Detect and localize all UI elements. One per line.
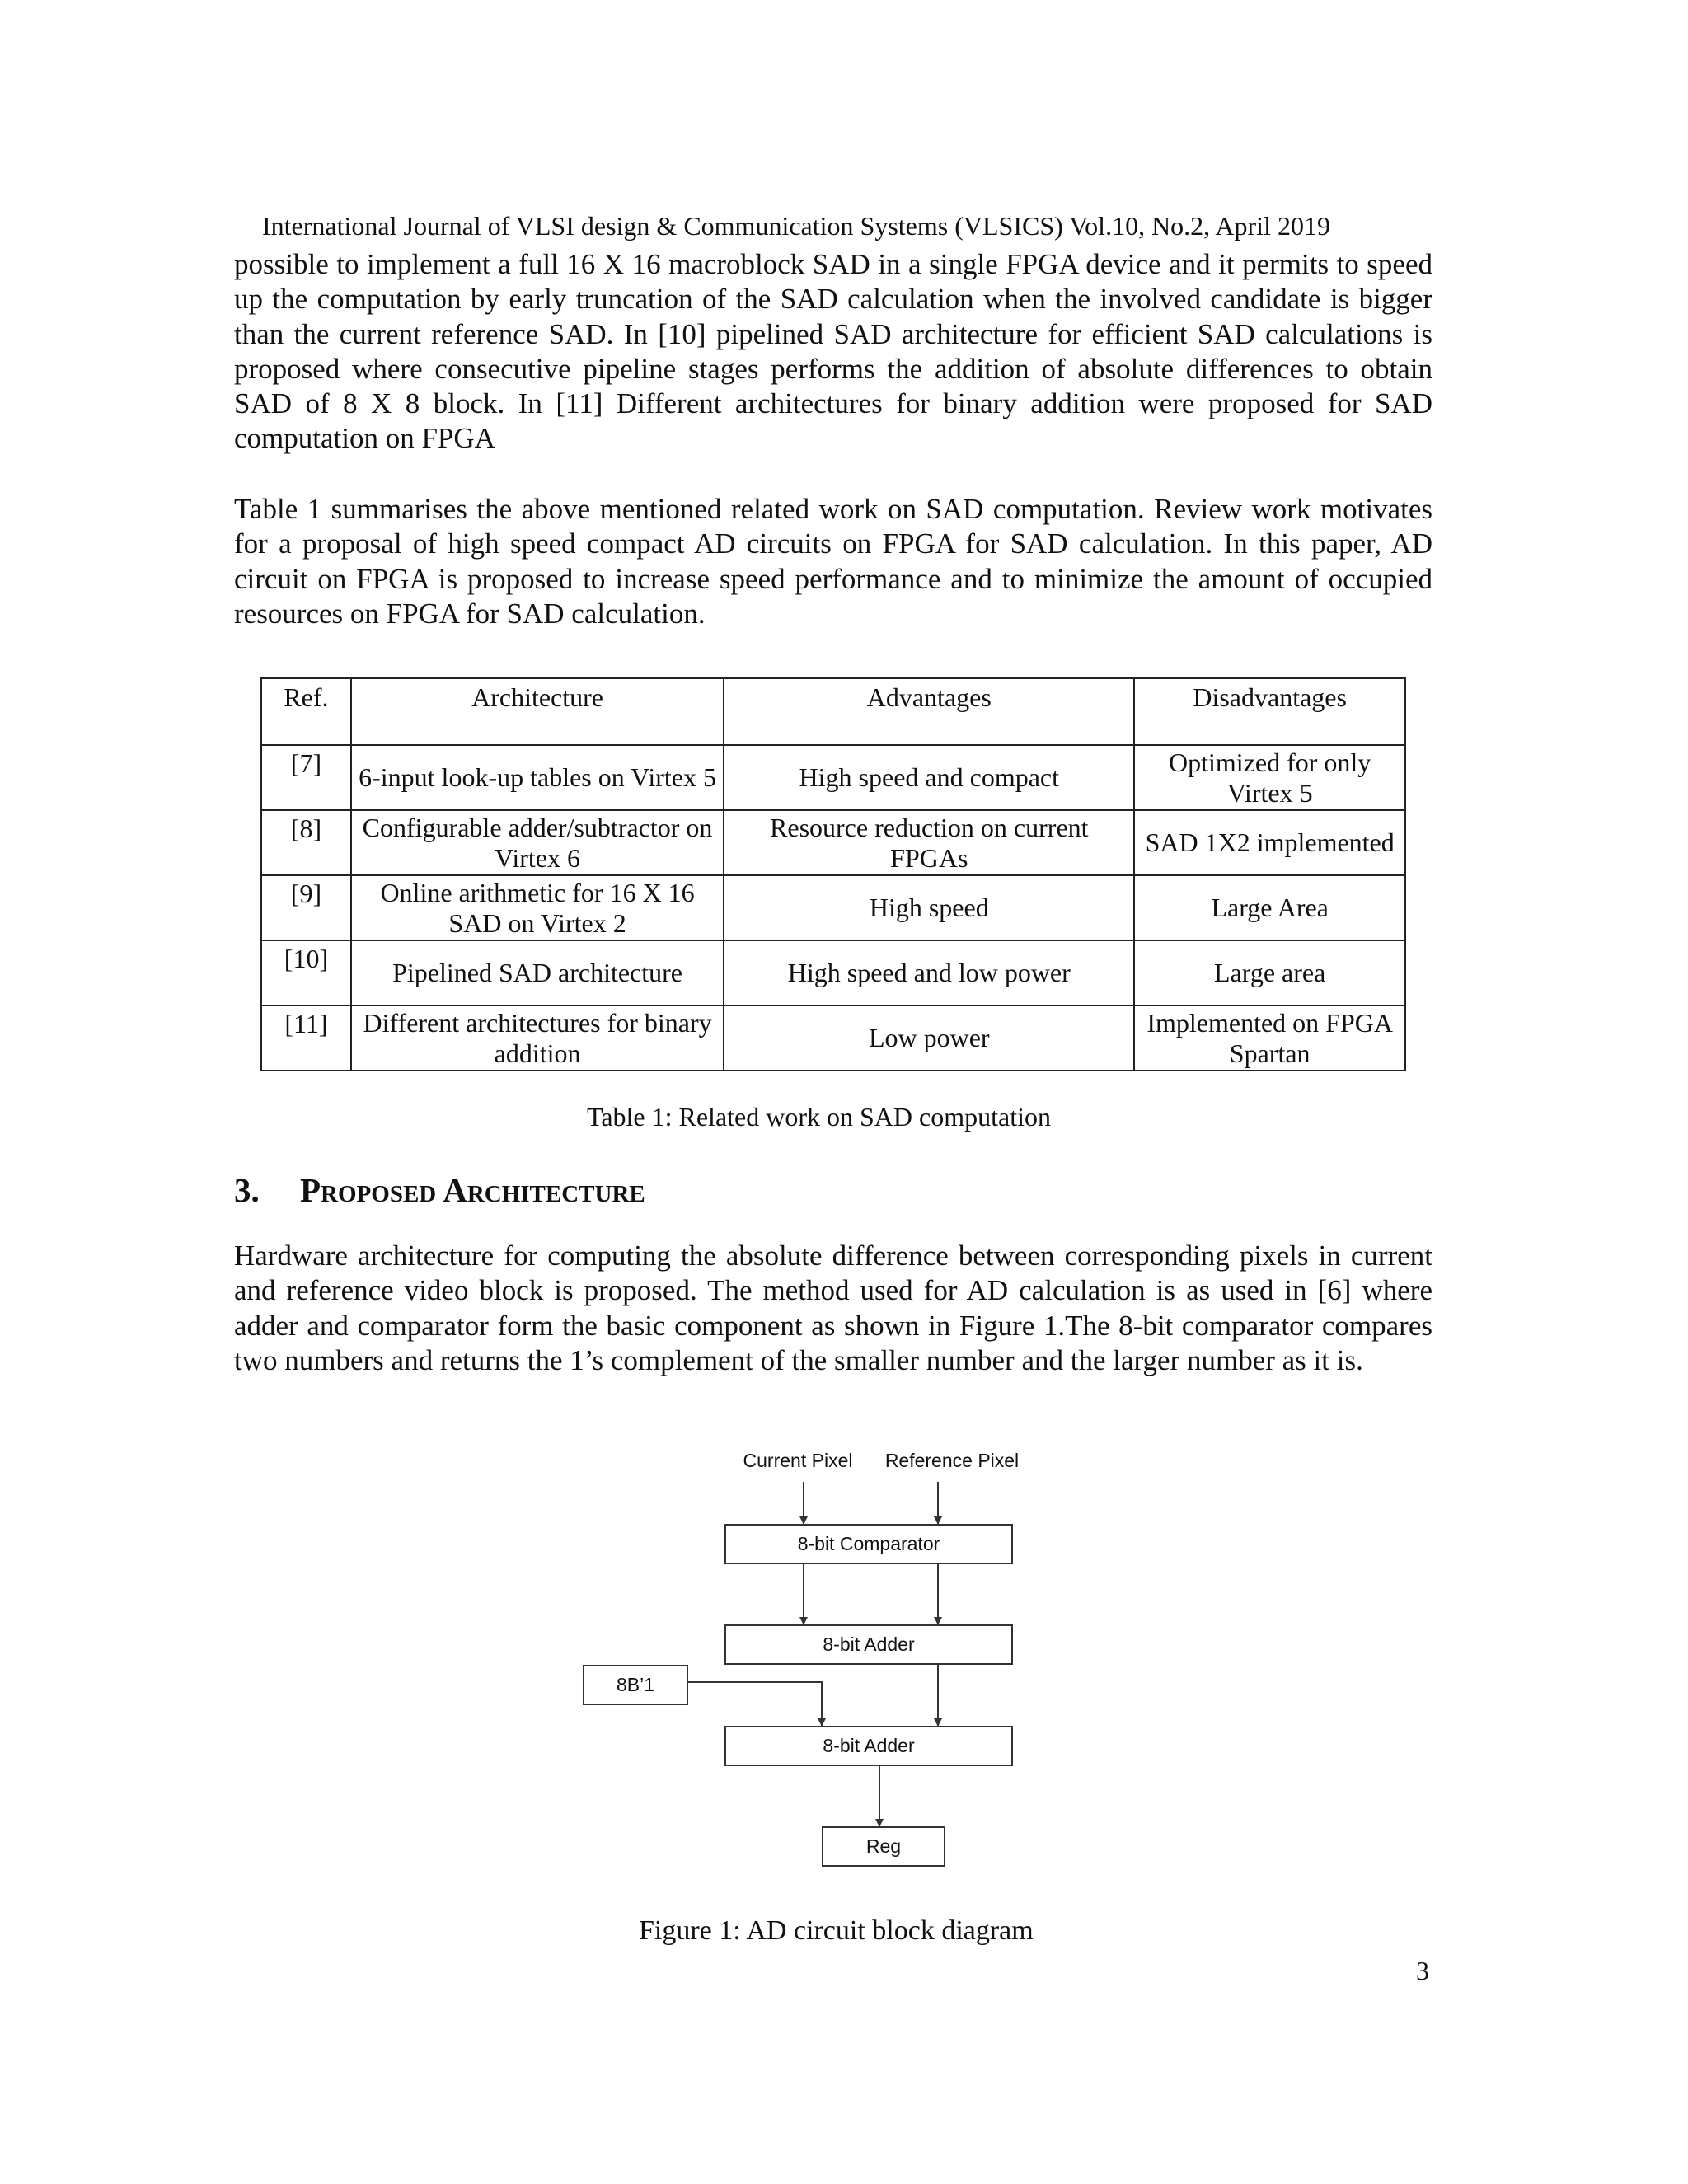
cell-architecture: Configurable adder/subtractor on Virtex 6 — [351, 810, 724, 875]
header-ref: Ref. — [261, 678, 351, 745]
page-number: 3 — [1416, 1956, 1429, 1985]
cell-advantages: Resource reduction on current FPGAs — [724, 810, 1134, 875]
reference-pixel-label: Reference Pixel — [884, 1450, 1020, 1471]
constant-label: 8B’1 — [616, 1674, 655, 1695]
cell-advantages: High speed — [724, 875, 1134, 940]
header-disadvantages: Disadvantages — [1134, 678, 1405, 745]
cell-ref: [7] — [261, 745, 351, 810]
section-number: 3. — [234, 1171, 260, 1209]
cell-ref: [10] — [261, 940, 351, 1005]
header-advantages: Advantages — [724, 678, 1134, 745]
cell-disadvantages: Large area — [1134, 940, 1405, 1005]
architecture-paragraph: Hardware architecture for computing the absolute difference between corresponding pixels in current and reference video block is proposed. The method used for AD calculation is as used in [6] where adder and comparator form the basic component as shown in Figure 1.The 8-bit comparator compares two numbers and returns the 1’s complement of the smaller number and the larger number as it is. — [234, 1240, 1432, 1376]
cell-ref: [8] — [261, 810, 351, 875]
header-architecture: Architecture — [351, 678, 724, 745]
running-header: International Journal of VLSI design & Communication Systems (VLSICS) Vol.10, No.2, April 2019 — [262, 211, 1330, 241]
cell-disadvantages: Implemented on FPGA Spartan — [1134, 1005, 1405, 1071]
comparator-label: 8-bit Comparator — [797, 1533, 940, 1554]
arrow-constant-to-adder2 — [687, 1682, 822, 1727]
cell-ref: [11] — [261, 1005, 351, 1071]
cell-architecture: Different architectures for binary addition — [351, 1005, 724, 1071]
cell-advantages: High speed and compact — [724, 745, 1134, 810]
intro-paragraph: possible to implement a full 16 X 16 macroblock SAD in a single FPGA device and it permits to speed up the computation by early truncation of the SAD calculation when the involved candidate is bigger than the current reference SAD. In [10] pipelined SAD architecture for efficient SAD calculations is proposed where consecutive pipeline stages performs the addition of absolute differences to obtain SAD of 8 X 8 block. In [11] Different architectures for binary addition were proposed for SAD computation on FPGA — [234, 248, 1432, 455]
reg-label: Reg — [865, 1835, 902, 1857]
summary-paragraph: Table 1 summarises the above mentioned related work on SAD computation. Review work motivates for a proposal of high speed compact AD circuits on FPGA for SAD calculation. In this paper, AD circuit on FPGA is proposed to increase speed performance and to minimize the amount of occupied resources on FPGA for SAD calculation. — [234, 493, 1432, 630]
cell-architecture: Pipelined SAD architecture — [351, 940, 724, 1005]
cell-architecture: 6-input look-up tables on Virtex 5 — [351, 745, 724, 810]
section-title: Proposed Architecture — [300, 1171, 645, 1209]
cell-advantages: Low power — [724, 1005, 1134, 1071]
cell-disadvantages: SAD 1X2 implemented — [1134, 810, 1405, 875]
cell-disadvantages: Large Area — [1134, 875, 1405, 940]
cell-architecture: Online arithmetic for 16 X 16 SAD on Virtex 2 — [351, 875, 724, 940]
cell-ref: [9] — [261, 875, 351, 940]
current-pixel-label: Current Pixel — [743, 1450, 853, 1471]
adder1-label: 8-bit Adder — [823, 1633, 915, 1655]
cell-advantages: High speed and low power — [724, 940, 1134, 1005]
cell-disadvantages: Optimized for only Virtex 5 — [1134, 745, 1405, 810]
table-caption: Table 1: Related work on SAD computation — [587, 1102, 1051, 1132]
figure-caption: Figure 1: AD circuit block diagram — [639, 1915, 1034, 1946]
adder2-label: 8-bit Adder — [823, 1735, 915, 1756]
